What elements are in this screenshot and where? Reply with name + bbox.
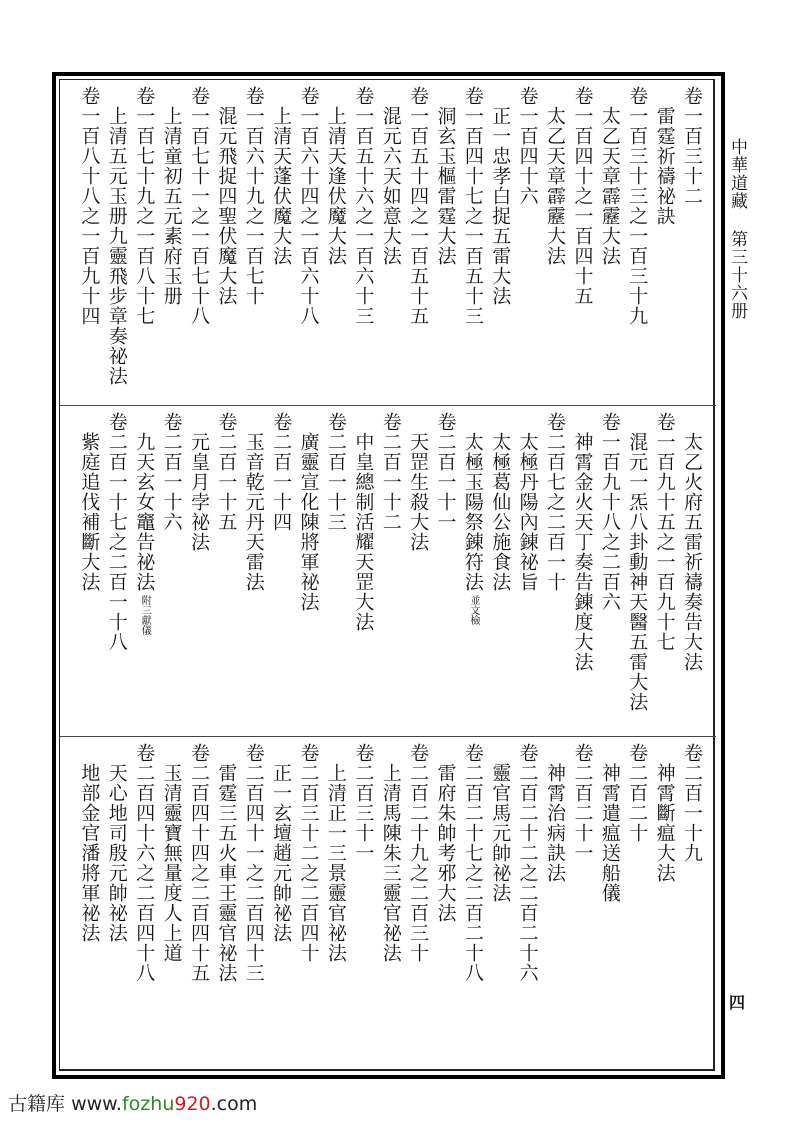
url-green: fozhu — [121, 1093, 175, 1115]
toc-entry-juan — [404, 743, 431, 1070]
column-text: 上清天蓬伏魔大法 — [270, 106, 293, 266]
column-text: 雷霆祈禱祕訣 — [653, 106, 676, 226]
column-text: 上清正一三景靈官祕法 — [324, 763, 347, 963]
column-text: 正一忠孝白捉五雷大法 — [489, 106, 512, 306]
toc-entry-juan — [239, 86, 266, 405]
column-text: 卷二百七之二百一十 — [544, 412, 567, 592]
column-text: 地部金官潘將軍祕法 — [78, 763, 101, 943]
toc-entry-juan — [623, 86, 650, 405]
url-prefix: www. — [71, 1093, 122, 1115]
column-text: 九天玄女竈告祕法 — [133, 432, 156, 592]
column-text: 神霄遣瘟送船儀 — [598, 763, 621, 903]
column-text: 卷二百二十七之二百二十八 — [461, 743, 484, 983]
column-text: 卷二百一十四 — [270, 412, 293, 532]
watermark-footer — [8, 1089, 257, 1116]
column-text: 太乙火府五雷祈禱奏告大法 — [681, 432, 703, 672]
toc-entry-juan — [294, 743, 321, 1070]
toc-entry-title — [212, 743, 239, 1070]
toc-section-3 — [60, 737, 716, 1070]
toc-entry-title — [431, 86, 458, 405]
column-text: 卷二百四十一之二百四十三 — [242, 743, 265, 983]
column-text: 卷二百一十七之二百一十八 — [105, 412, 128, 652]
toc-entry-title — [431, 743, 458, 1070]
toc-entry-juan — [212, 412, 239, 736]
column-text: 神霄斷瘟大法 — [653, 763, 676, 883]
toc-entry-juan — [568, 743, 595, 1070]
column-text: 雷霆三五火車王靈官祕法 — [215, 763, 238, 983]
toc-entry-juan — [623, 743, 650, 1070]
toc-entry-title — [458, 412, 485, 736]
toc-entry-title — [541, 743, 568, 1070]
column-text: 卷一百四十之一百四十五 — [571, 86, 594, 306]
toc-entry-title — [595, 86, 622, 405]
column-text: 卷一百六十九之一百七十 — [242, 86, 265, 306]
toc-entry-title — [650, 86, 677, 405]
column-text: 天罡生殺大法 — [407, 432, 430, 552]
toc-entry-juan — [157, 412, 184, 736]
column-text: 太極葛仙公施食法 — [489, 432, 512, 592]
toc-entry-juan — [678, 743, 705, 1070]
column-text: 太極丹陽內錬祕旨 — [516, 432, 539, 592]
column-text: 上清馬陳朱三靈官祕法 — [379, 763, 402, 963]
column-text: 卷一百三十二 — [681, 86, 703, 206]
toc-entry-juan — [349, 743, 376, 1070]
toc-entry-title — [322, 86, 349, 405]
toc-entry-title — [102, 743, 129, 1070]
toc-entry-title — [130, 412, 157, 736]
toc-entry-title — [322, 743, 349, 1070]
volume-label: 第三十六册 — [727, 230, 747, 321]
toc-entry-title — [486, 412, 513, 736]
column-text: 卷二百一十一 — [434, 412, 457, 532]
column-text: 中皇總制活耀天罡大法 — [352, 432, 375, 632]
toc-entry-title — [294, 412, 321, 736]
toc-entry-title — [239, 412, 266, 736]
toc-entry-title — [486, 86, 513, 405]
column-text: 卷一百五十四之一百五十五 — [407, 86, 430, 326]
column-text: 卷二百一十二 — [379, 412, 402, 532]
column-text: 天心地司殷元帥祕法 — [105, 763, 128, 943]
toc-entry-title — [212, 86, 239, 405]
column-text: 太乙天章霹靂大法 — [544, 106, 567, 266]
column-text: 洞玄玉樞雷霆大法 — [434, 106, 457, 266]
toc-entry-title — [595, 743, 622, 1070]
toc-entry-title — [541, 86, 568, 405]
toc-entry-title — [267, 743, 294, 1070]
toc-entry-juan — [239, 743, 266, 1070]
toc-entry-juan — [404, 86, 431, 405]
column-text: 卷二百二十二之二百二十六 — [516, 743, 539, 983]
column-text: 卷二百四十六之二百四十八 — [133, 743, 156, 983]
column-text: 卷一百三十三之一百三十九 — [626, 86, 649, 326]
toc-entry-title — [650, 743, 677, 1070]
toc-entry-juan — [185, 743, 212, 1070]
toc-entry-title — [185, 412, 212, 736]
column-text: 玉清靈寶無量度人上道 — [160, 763, 183, 963]
toc-entry-juan — [322, 412, 349, 736]
toc-entry-title — [102, 86, 129, 405]
toc-entry-juan — [294, 86, 321, 405]
column-text: 混元一炁八卦動神天醫五雷大法 — [626, 432, 649, 712]
page-number: 四 — [729, 993, 746, 1012]
toc-entry-juan — [130, 86, 157, 405]
column-text: 太乙天章霹靂大法 — [598, 106, 621, 266]
toc-entry-title — [157, 743, 184, 1070]
column-text: 上清童初五元素府玉册 — [160, 106, 183, 306]
column-text: 太極玉陽祭錬符法 — [461, 432, 484, 592]
column-text: 卷一百八十八之一百九十四 — [78, 86, 101, 326]
column-text: 正一玄壇趙元帥祕法 — [270, 763, 293, 943]
column-text: 卷二百二十一 — [571, 743, 594, 863]
url-suffix: .com — [210, 1093, 258, 1115]
column-text: 卷二百一十五 — [215, 412, 238, 532]
toc-entry-title — [376, 743, 403, 1070]
toc-entry-juan — [349, 86, 376, 405]
column-text: 廣靈宣化陳將軍祕法 — [297, 432, 320, 612]
column-text: 卷一百九十八之二百六 — [598, 412, 621, 612]
toc-entry-title — [75, 743, 102, 1070]
column-text: 卷二百四十四之二百四十五 — [187, 743, 210, 983]
toc-entry-juan — [185, 86, 212, 405]
column-text: 神霄金火天丁奏告錬度大法 — [571, 432, 594, 672]
toc-entry-title — [267, 86, 294, 405]
toc-entry-title — [513, 412, 540, 736]
column-text: 玉音乾元丹天雷法 — [242, 432, 265, 592]
column-text: 卷一百七十九之一百八十七 — [133, 86, 156, 326]
collection-title: 中華道藏 — [727, 138, 747, 210]
entry-note: 並文檢 — [467, 595, 479, 625]
column-text: 卷二百一十九 — [681, 743, 703, 863]
column-text: 卷一百四十六 — [516, 86, 539, 206]
site-name: 古籍库 — [8, 1093, 66, 1115]
column-text: 元皇月孛祕法 — [187, 432, 210, 552]
toc-entry-juan — [458, 743, 485, 1070]
url-red: 920 — [174, 1093, 211, 1115]
toc-entry-title — [75, 412, 102, 736]
toc-entry-juan — [650, 412, 677, 736]
column-text: 卷二百一十三 — [324, 412, 347, 532]
toc-entry-title — [404, 412, 431, 736]
toc-entry-title — [678, 412, 705, 736]
column-text: 混元六天如意大法 — [379, 106, 402, 266]
column-text: 卷一百五十六之一百六十三 — [352, 86, 375, 326]
toc-section-1 — [60, 80, 716, 405]
toc-entry-juan — [376, 412, 403, 736]
toc-entry-juan — [595, 412, 622, 736]
column-text: 卷二百二十九之二百三十 — [407, 743, 430, 963]
column-text: 上清天逢伏魔大法 — [324, 106, 347, 266]
toc-entry-title — [376, 86, 403, 405]
toc-entry-juan — [431, 412, 458, 736]
toc-entry-juan — [267, 412, 294, 736]
column-text: 雷府朱帥考邪大法 — [434, 763, 457, 923]
column-text: 卷二百二十 — [626, 743, 649, 843]
column-text: 卷一百九十五之一百九十七 — [653, 412, 676, 652]
toc-entry-juan — [541, 412, 568, 736]
toc-entry-title — [568, 412, 595, 736]
toc-entry-juan — [568, 86, 595, 405]
column-text: 卷二百三十一 — [352, 743, 375, 863]
toc-entry-title — [623, 412, 650, 736]
toc-entry-title — [486, 743, 513, 1070]
toc-entry-juan — [102, 412, 129, 736]
column-text: 卷二百三十二之二百四十 — [297, 743, 320, 963]
column-text: 卷二百一十六 — [160, 412, 183, 532]
column-text: 上清五元玉册九靈飛步章奏祕法 — [105, 106, 128, 386]
column-text: 混元飛捉四聖伏魔大法 — [215, 106, 238, 306]
column-text: 卷一百七十一之一百七十八 — [187, 86, 210, 326]
entry-note: 附三獻儀 — [139, 595, 151, 635]
column-text: 紫庭追伐補斷大法 — [78, 432, 101, 592]
toc-entry-juan — [458, 86, 485, 405]
toc-entry-juan — [678, 86, 705, 405]
toc-section-2 — [60, 406, 716, 736]
column-text: 靈官馬元帥祕法 — [489, 763, 512, 903]
running-header — [727, 138, 747, 320]
toc-entry-juan — [130, 743, 157, 1070]
toc-entry-juan — [513, 743, 540, 1070]
toc-entry-title — [349, 412, 376, 736]
toc-entry-juan — [513, 86, 540, 405]
column-text: 卷一百四十七之一百五十三 — [461, 86, 484, 326]
column-text: 卷一百六十四之一百六十八 — [297, 86, 320, 326]
toc-entry-juan — [75, 86, 102, 405]
column-text: 神霄治病訣法 — [544, 763, 567, 883]
toc-entry-title — [157, 86, 184, 405]
site-url[interactable] — [71, 1093, 257, 1115]
